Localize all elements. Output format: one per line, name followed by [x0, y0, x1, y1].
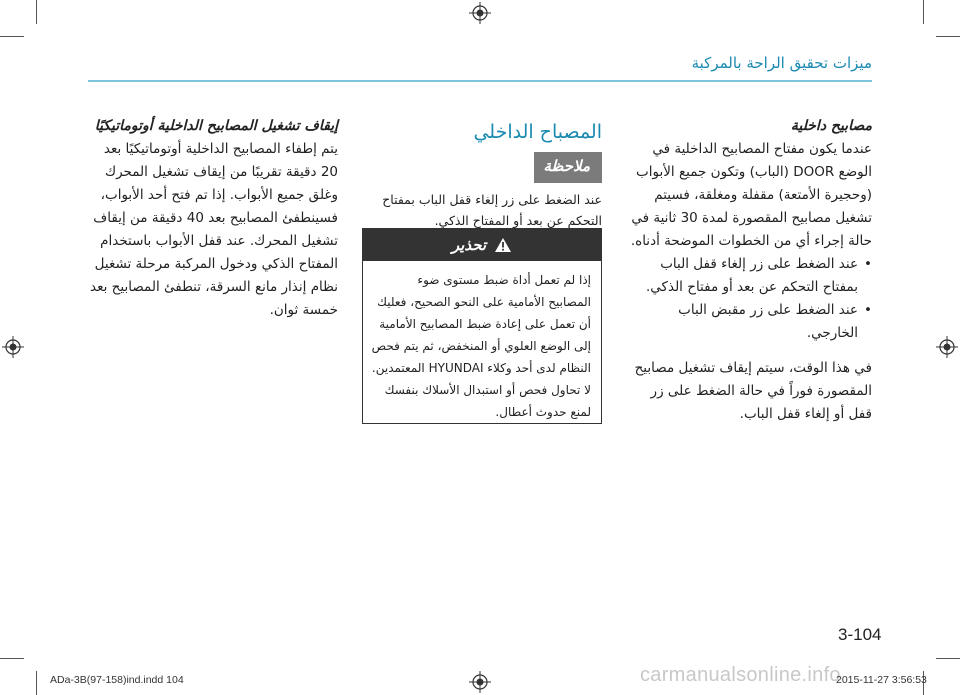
registration-mark-icon — [469, 671, 491, 693]
section-title: ميزات تحقيق الراحة بالمركبة — [691, 54, 872, 72]
file-info: ADa-3B(97-158)ind.indd 104 — [50, 674, 184, 686]
date-info: 2015-11-27 3:56:53 — [836, 674, 927, 686]
auto-off-heading: إيقاف تشغيل المصابيح الداخلية أوتوماتيكيًا — [94, 118, 338, 134]
middle-column — [362, 118, 602, 231]
auto-off-paragraph: يتم إطفاء المصابيح الداخلية أوتوماتيكيًا بعد 20 دقيقة تقريبًا من إيقاف تشغيل المحرك وغلق جميع الأبواب. إذا تم فتح أحد الأبواب، فسينطفئ المصابيح بعد 40 دقيقة من إيقاف تشغيل المحرك. عند قفل الأبواب باستخدام المفتاح الذكي ودخول المركبة مرحلة تشغيل نظام إنذار مانع السرقة، تنطفئ المصابيح بعد خمسة ثوان. — [90, 141, 338, 318]
registration-mark-icon — [2, 336, 24, 358]
warning-label: تحذير — [451, 236, 487, 254]
registration-mark-icon — [469, 2, 491, 24]
warning-triangle-icon — [494, 237, 512, 253]
note-badge: ملاحظة — [534, 152, 602, 183]
page-number: 3-104 — [838, 625, 882, 644]
warning-text: إذا لم تعمل أداة ضبط مستوى ضوء المصابيح الأمامية على النحو الصحيح، فعليك أن تعمل على إعادة ضبط المصابيح الأمامية إلى الوضع العلوي أو المنخفض، ثم يتم فحص النظام لدى أحد وكلاء HYUNDAI المعتمدين. لا تحاول فحص أو استبدال الأسلاك بنفسك لمنع حدوث أعطال. — [371, 273, 591, 419]
crop-mark — [0, 36, 24, 37]
warning-box — [362, 228, 602, 424]
left-column — [88, 115, 338, 322]
crop-mark — [936, 658, 960, 659]
interior-lamp-paragraph: عندما يكون مفتاح المصابيح الداخلية في الوضع DOOR (الباب) وتكون جميع الأبواب (وحجيرة الأمتعة) مقفلة ومغلقة، فسيتم تشغيل مصابيح المقصورة لمدة 30 ثانية في حالة إجراء أي من الخطوات الموضحة أدناه. — [630, 141, 872, 249]
crop-mark — [936, 36, 960, 37]
crop-mark — [0, 658, 24, 659]
crop-mark — [923, 0, 924, 24]
right-column — [628, 115, 872, 426]
interior-lamp-title: المصباح الداخلي — [473, 121, 602, 143]
crop-mark — [36, 0, 37, 24]
registration-mark-icon — [936, 336, 958, 358]
crop-mark — [36, 671, 37, 695]
watermark: carmanualsonline.info — [640, 664, 841, 686]
note-text: عند الضغط على زر إلغاء قفل الباب بمفتاح التحكم عن بعد أو المفتاح الذكي. — [382, 192, 602, 228]
bullet-item: • عند الضغط على زر مقبض الباب الخارجي. — [628, 299, 872, 345]
bullet-item: • عند الضغط على زر إلغاء قفل الباب بمفتاح التحكم عن بعد أو مفتاح الذكي. — [628, 253, 872, 299]
header-divider — [88, 80, 872, 82]
warning-header — [363, 229, 601, 261]
interior-lamp-heading: مصابيح داخلية — [790, 118, 872, 134]
lamp-off-paragraph: في هذا الوقت، سيتم إيقاف تشغيل مصابيح المقصورة فوراً في حالة الضغط على زر قفل أو إلغاء قفل الباب. — [634, 360, 872, 422]
